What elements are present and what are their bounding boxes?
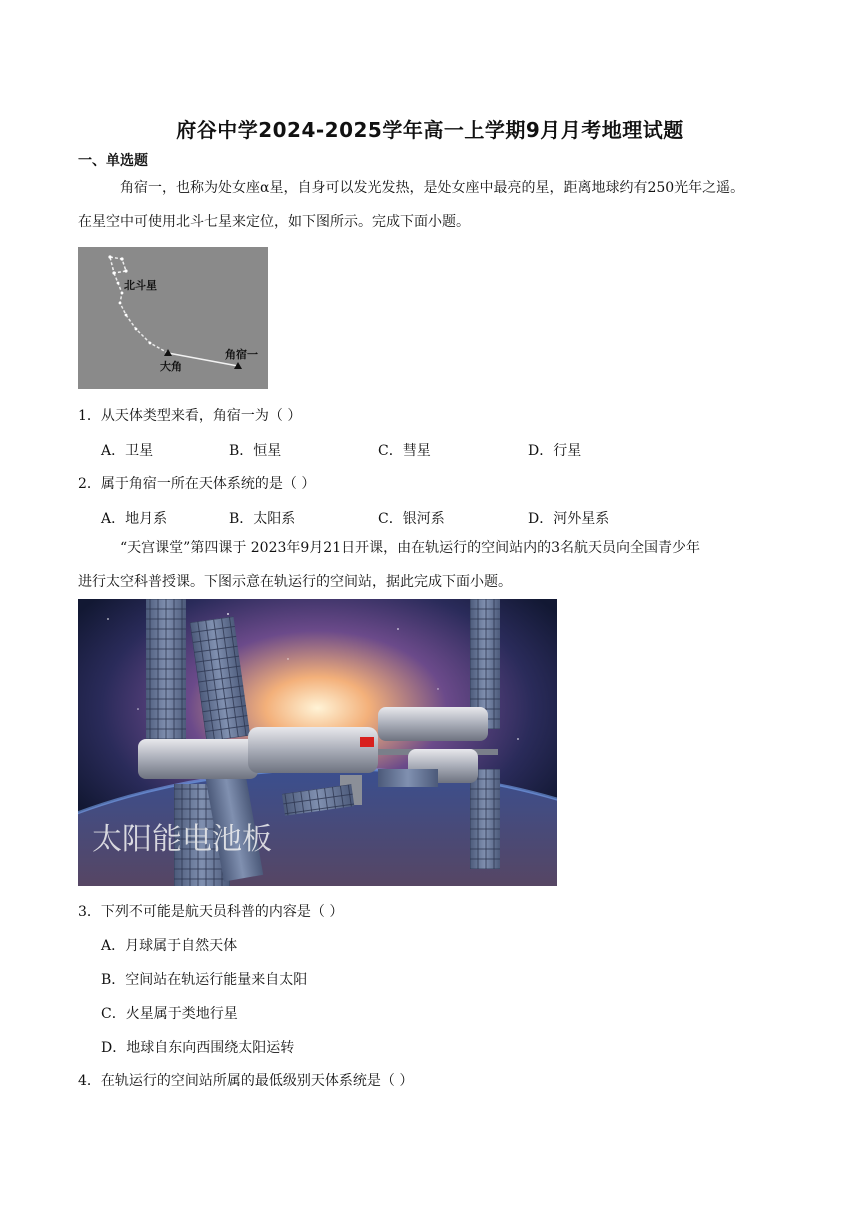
passage2-line1: “天宫课堂”第四课于 2023年9月21日开课，由在轨运行的空间站内的3名航天员向全国青少年	[120, 540, 701, 556]
q3-option-c: C．火星属于类地行星	[101, 1006, 238, 1022]
passage1-line2: 在星空中可使用北斗七星来定位，如下图所示。完成下面小题。	[78, 214, 470, 230]
label-jiaosu: 角宿一	[225, 348, 258, 361]
q2-option-a: A．地月系	[101, 511, 168, 527]
space-station-figure	[78, 599, 557, 886]
question-3-stem: 3．下列不可能是航天员科普的内容是（ ）	[78, 904, 344, 920]
q1-option-c: C．彗星	[378, 443, 431, 459]
passage2-line2: 进行太空科普授课。下图示意在轨运行的空间站，据此完成下面小题。	[78, 574, 512, 590]
passage1-line1: 角宿一，也称为处女座α星，自身可以发光发热，是处女座中最亮的星，距离地球约有250光年之遥。	[120, 180, 745, 196]
q2-option-c: C．银河系	[378, 511, 445, 527]
section-heading: 一、单选题	[78, 153, 148, 169]
label-dajiao: 大角	[160, 360, 182, 373]
q3-option-a: A．月球属于自然天体	[101, 938, 238, 954]
q3-option-d: D．地球自东向西围绕太阳运转	[101, 1040, 295, 1056]
q1-option-d: D．行星	[528, 443, 582, 459]
q1-option-a: A．卫星	[101, 443, 154, 459]
q3-option-b: B．空间站在轨运行能量来自太阳	[101, 972, 308, 988]
question-2-stem: 2．属于角宿一所在天体系统的是（ ）	[78, 476, 316, 492]
page-title: 府谷中学2024-2025学年高一上学期9月月考地理试题	[176, 118, 684, 142]
solar-panel-caption: 太阳能电池板	[92, 822, 272, 857]
label-dipper: 北斗星	[124, 279, 157, 292]
q1-option-b: B．恒星	[229, 443, 282, 459]
q2-option-d: D．河外星系	[528, 511, 610, 527]
question-4-stem: 4．在轨运行的空间站所属的最低级别天体系统是（ ）	[78, 1073, 414, 1089]
question-1-stem: 1．从天体类型来看，角宿一为（ ）	[78, 408, 302, 424]
q2-option-b: B．太阳系	[229, 511, 296, 527]
star-map-figure	[78, 247, 268, 389]
